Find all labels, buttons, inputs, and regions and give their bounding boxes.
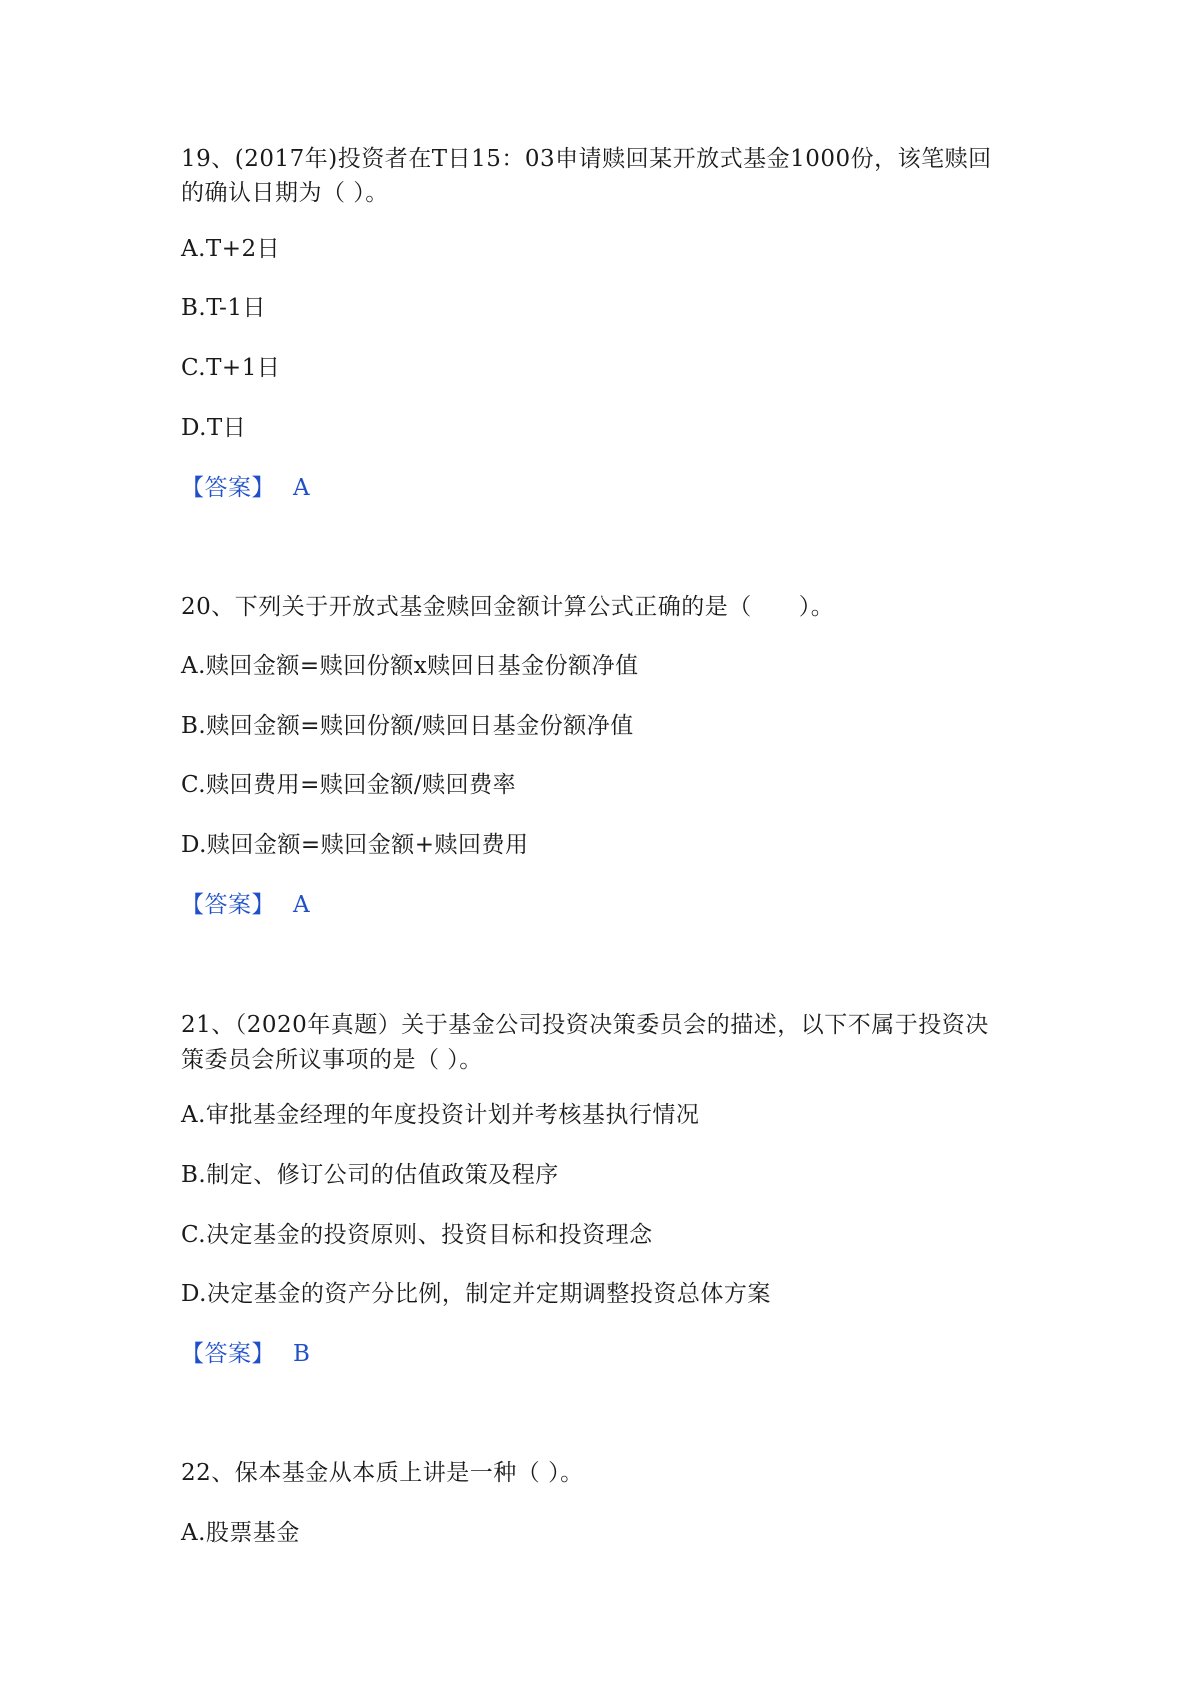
answer-value: A bbox=[293, 892, 311, 918]
question-21-stem-line-1: 21、（2020年真题）关于基金公司投资决策委员会的描述，以下不属于投资决 bbox=[181, 1012, 989, 1038]
question-22-stem-line-1: 22、保本基金从本质上讲是一种（ ）。 bbox=[181, 1460, 584, 1486]
question-19-option-c: C.T+1日 bbox=[181, 355, 281, 381]
answer-label: 【答案】 bbox=[181, 475, 275, 501]
question-20-option-d: D.赎回金额=赎回金额+赎回费用 bbox=[181, 832, 529, 858]
question-20-option-a: A.赎回金额=赎回份额x赎回日基金份额净值 bbox=[181, 653, 639, 679]
question-21-option-d: D.决定基金的资产分比例，制定并定期调整投资总体方案 bbox=[181, 1281, 771, 1307]
answer-value: A bbox=[293, 475, 311, 501]
question-21-option-a: A.审批基金经理的年度投资计划并考核基执行情况 bbox=[181, 1102, 700, 1128]
question-20-option-b: B.赎回金额=赎回份额/赎回日基金份额净值 bbox=[181, 713, 634, 739]
question-19-answer bbox=[181, 473, 310, 503]
question-22-option-a: A.股票基金 bbox=[181, 1520, 300, 1546]
question-21-option-b: B.制定、修订公司的估值政策及程序 bbox=[181, 1162, 559, 1188]
question-21-answer bbox=[181, 1339, 310, 1369]
answer-label: 【答案】 bbox=[181, 892, 275, 918]
question-19-option-b: B.T-1日 bbox=[181, 295, 266, 321]
question-21-stem-line-2: 策委员会所议事项的是（ ）。 bbox=[181, 1047, 483, 1073]
question-20-answer bbox=[181, 890, 310, 920]
question-20-stem-line-1: 20、下列关于开放式基金赎回金额计算公式正确的是（ ）。 bbox=[181, 594, 835, 620]
question-21-option-c: C.决定基金的投资原则、投资目标和投资理念 bbox=[181, 1222, 653, 1248]
answer-value: B bbox=[293, 1341, 311, 1367]
question-19-stem-line-1: 19、(2017年)投资者在T日15：03申请赎回某开放式基金1000份，该笔赎回 bbox=[181, 146, 992, 172]
question-19-stem-line-2: 的确认日期为（ ）。 bbox=[181, 180, 389, 206]
question-19-option-d: D.T日 bbox=[181, 415, 247, 441]
question-20-option-c: C.赎回费用=赎回金额/赎回费率 bbox=[181, 772, 517, 798]
question-19-option-a: A.T+2日 bbox=[181, 236, 281, 262]
answer-label: 【答案】 bbox=[181, 1341, 275, 1367]
